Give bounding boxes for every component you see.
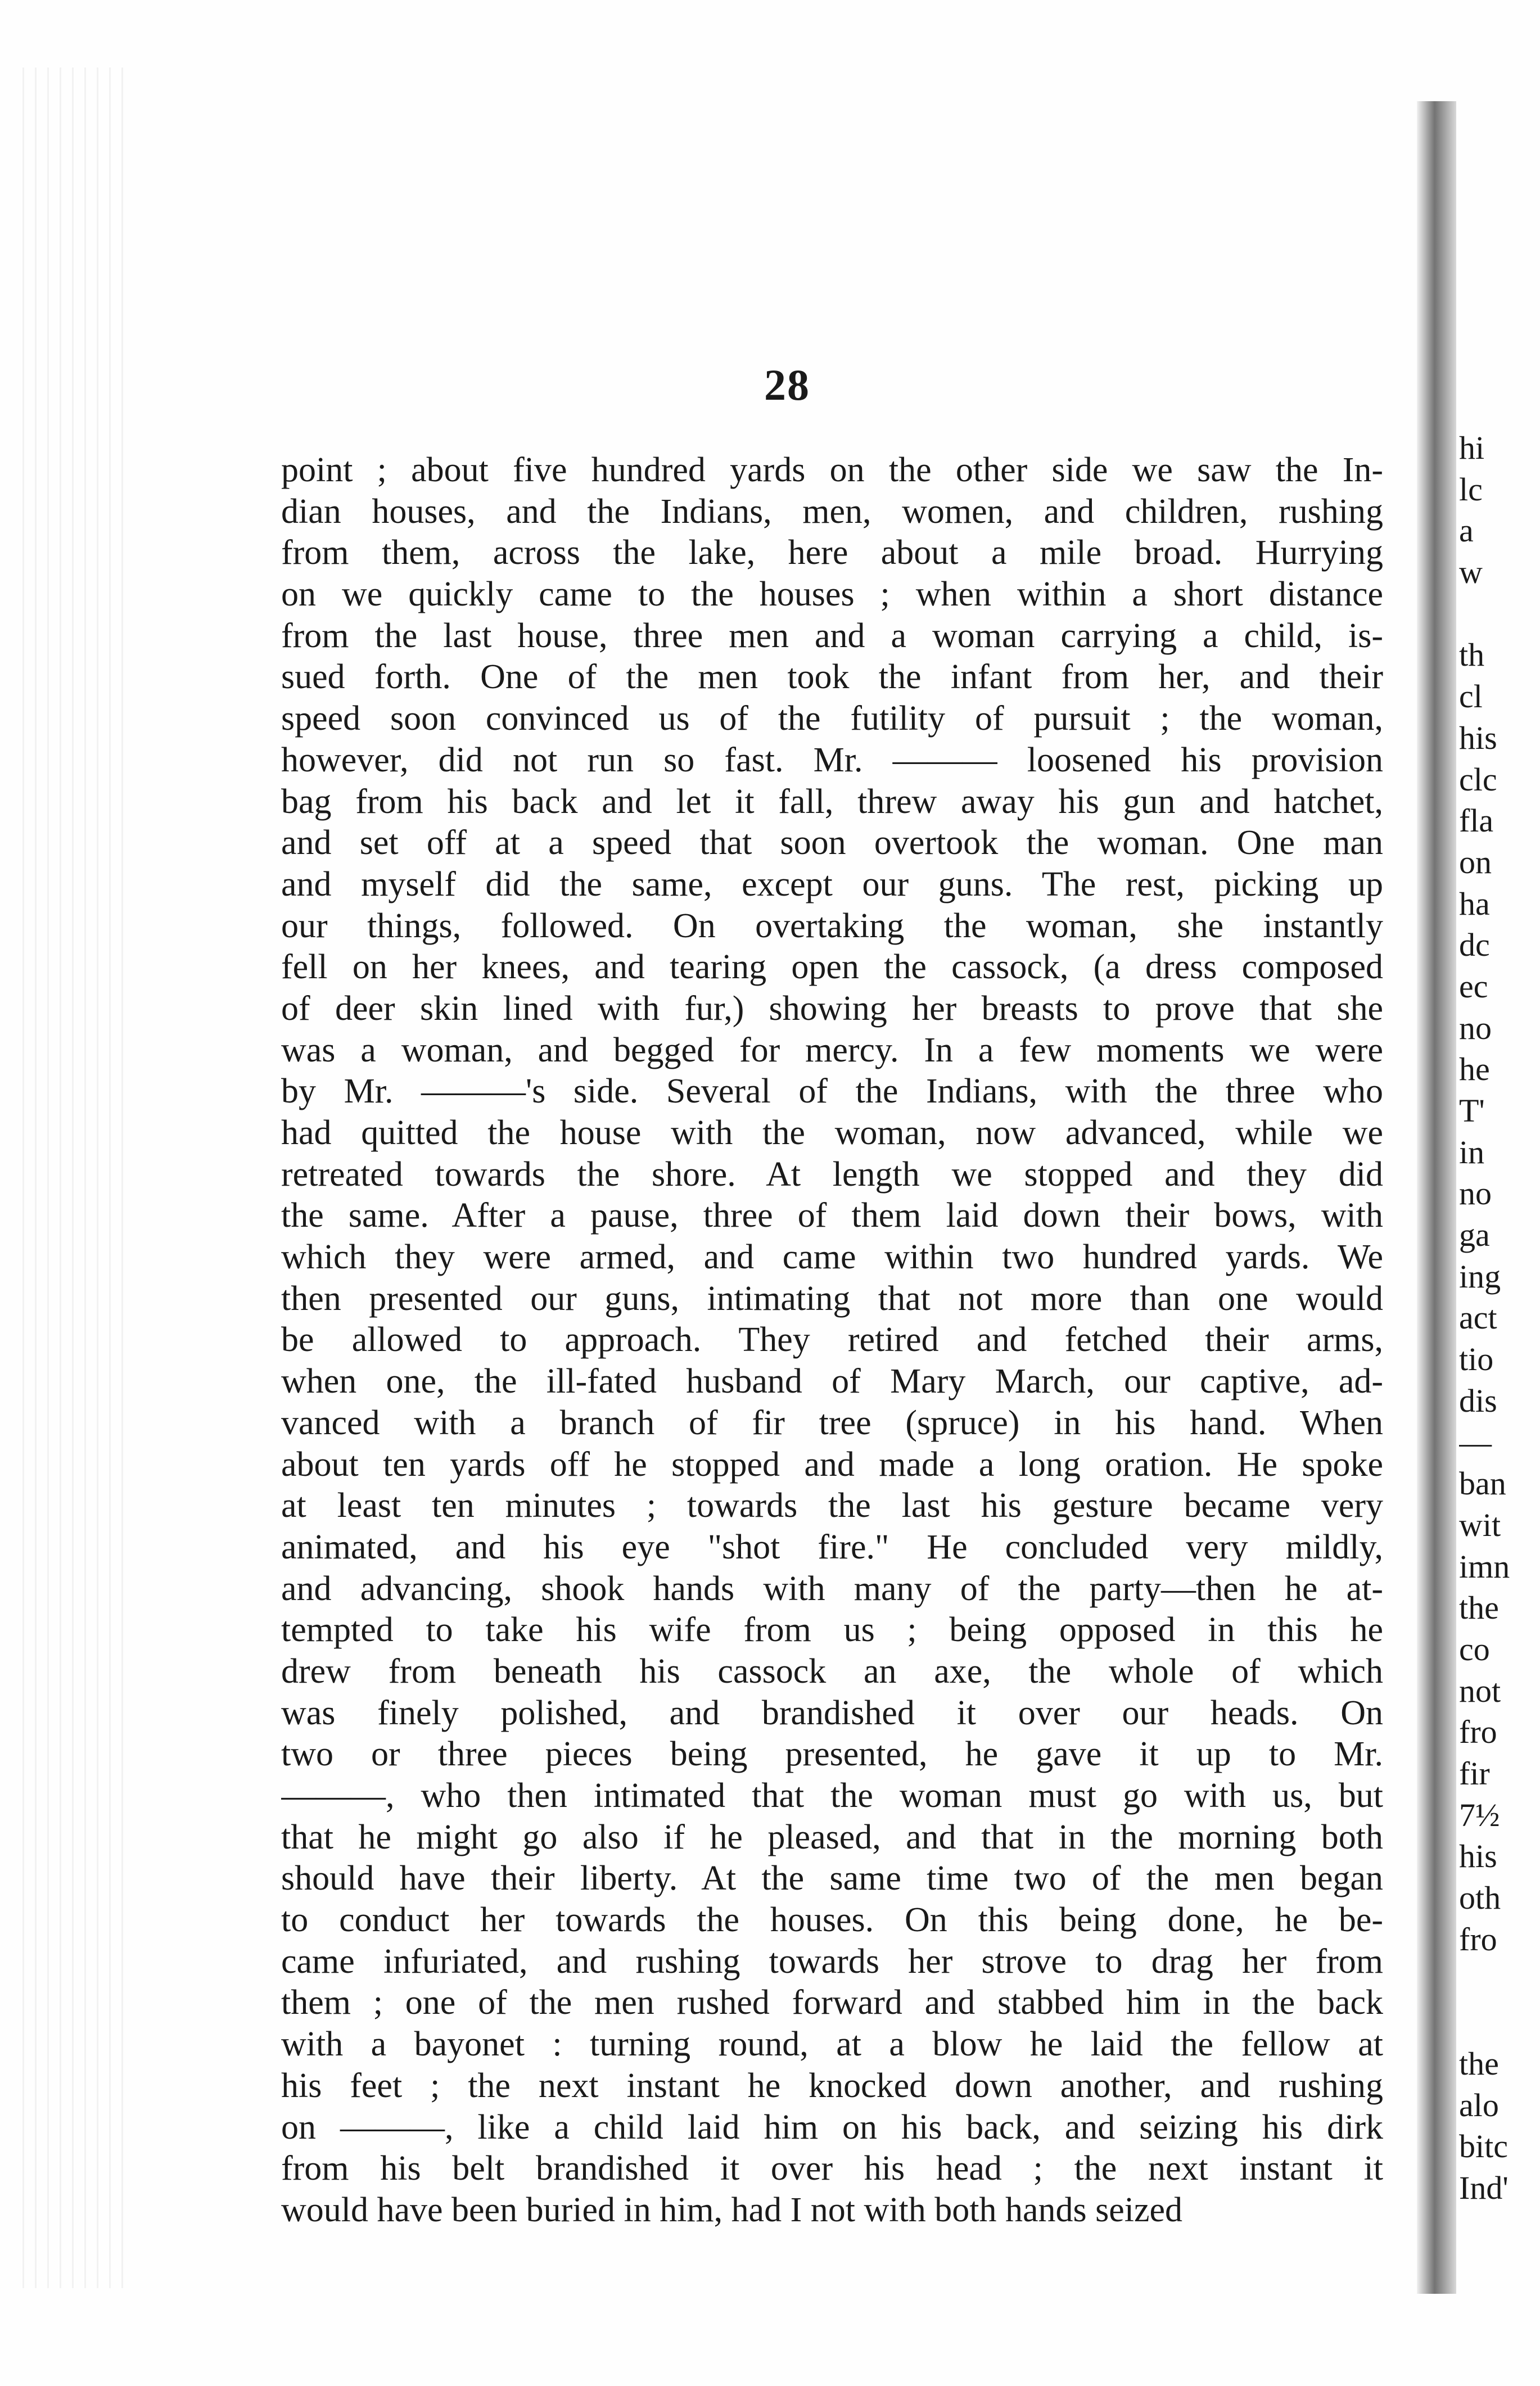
facing-page-fragment: lc — [1459, 471, 1483, 508]
facing-page-fragment: th — [1459, 636, 1485, 674]
text-line: speed soon convinced us of the futility of pursuit ; the woman, — [281, 699, 1383, 738]
facing-page-fragment: act — [1459, 1299, 1497, 1336]
facing-page-fragment: wit — [1459, 1506, 1501, 1543]
facing-page-fragments — [1459, 427, 1538, 2209]
text-line: bag from his back and let it fall, threw away his gun and hatchet, — [281, 782, 1383, 821]
facing-page-fragment: no — [1459, 1009, 1492, 1046]
text-line: the same. After a pause, three of them laid down their bows, with — [281, 1196, 1383, 1235]
text-line: had quitted the house with the woman, now advanced, while we — [281, 1114, 1383, 1152]
facing-page-fragment: his — [1459, 719, 1497, 756]
text-line: then presented our guns, intimating that not more than one would — [281, 1279, 1383, 1318]
facing-page-fragment: his — [1459, 1838, 1497, 1875]
text-line: and advancing, shook hands with many of the party—then he at- — [281, 1569, 1383, 1608]
text-line: was finely polished, and brandished it over our heads. On — [281, 1693, 1383, 1732]
text-line: which they were armed, and came within two hundred yards. We — [281, 1238, 1383, 1277]
facing-page-fragment: ban — [1459, 1465, 1506, 1502]
facing-page-fragment — [1459, 2001, 1538, 2043]
text-line: retreated towards the shore. At length we stopped and they did — [281, 1155, 1383, 1194]
text-line: of deer skin lined with fur,) showing her breasts to prove that she — [281, 989, 1383, 1028]
facing-page-fragment: ing — [1459, 1258, 1501, 1295]
facing-page-fragment: fir — [1459, 1755, 1490, 1792]
text-line: on we quickly came to the houses ; when within a short distance — [281, 575, 1383, 614]
facing-page-fragment: clc — [1459, 761, 1497, 798]
text-line: should have their liberty. At the same time two of the men began — [281, 1859, 1383, 1898]
text-line: our things, followed. On overtaking the woman, she instantly — [281, 906, 1383, 945]
text-line: that he might go also if he pleased, and that in the morning both — [281, 1818, 1383, 1856]
text-line: was a woman, and begged for mercy. In a few moments we were — [281, 1031, 1383, 1069]
text-line: about ten yards off he stopped and made a long oration. He spoke — [281, 1445, 1383, 1484]
facing-page-fragment: T' — [1459, 1092, 1485, 1129]
text-line: them ; one of the men rushed forward and stabbed him in the back — [281, 1983, 1383, 2022]
text-line: sued forth. One of the men took the infant from her, and their — [281, 658, 1383, 697]
facing-page-fragment: Ind' — [1459, 2169, 1509, 2206]
facing-page-fragment: hi — [1459, 430, 1485, 466]
facing-page-fragment: the — [1459, 1589, 1499, 1626]
text-line: came infuriated, and rushing towards her strove to drag her from — [281, 1942, 1383, 1981]
text-line: two or three pieces being presented, he gave it up to Mr. — [281, 1735, 1383, 1774]
facing-page-fragment: 7½ — [1459, 1796, 1500, 1833]
text-line: vanced with a branch of fir tree (spruce) in his hand. When — [281, 1403, 1383, 1442]
text-line: and myself did the same, except our guns. The rest, picking up — [281, 865, 1383, 903]
text-line: fell on her knees, and tearing open the cassock, (a dress composed — [281, 948, 1383, 987]
text-line: tempted to take his wife from us ; being opposed in this he — [281, 1611, 1383, 1650]
text-line: when one, the ill-fated husband of Mary March, our captive, ad- — [281, 1362, 1383, 1401]
facing-page-fragment: fro — [1459, 1920, 1497, 1958]
facing-page-fragment: alo — [1459, 2086, 1499, 2123]
facing-page-fragment: bitc — [1459, 2128, 1508, 2165]
facing-page-fragment: on — [1459, 843, 1492, 880]
facing-page-fragment: tio — [1459, 1341, 1494, 1378]
facing-page-fragment — [1459, 1960, 1538, 2001]
text-line: from them, across the lake, here about a mile broad. Hurrying — [281, 534, 1383, 572]
text-line: ———, who then intimated that the woman must go with us, but — [281, 1777, 1383, 1815]
facing-page-fragment: dis — [1459, 1382, 1497, 1419]
text-line: at least ten minutes ; towards the last his gesture became very — [281, 1486, 1383, 1525]
facing-page-fragment: dc — [1459, 927, 1490, 964]
facing-page-fragment: cl — [1459, 678, 1483, 715]
facing-page-fragment: no — [1459, 1175, 1492, 1212]
text-line: would have been buried in him, had I not with both hands seized — [281, 2190, 1183, 2229]
page-number: 28 — [764, 360, 810, 409]
facing-page-fragment: co — [1459, 1630, 1490, 1668]
text-line: by Mr. ———'s side. Several of the Indians, with the three who — [281, 1072, 1383, 1111]
text-line: point ; about five hundred yards on the other side we saw the In- — [281, 451, 1383, 489]
body-text — [281, 450, 1383, 2231]
facing-page-fragment: a — [1459, 512, 1474, 549]
text-line: his feet ; the next instant he knocked down another, and rushing — [281, 2066, 1383, 2105]
text-line: however, did not run so fast. Mr. ——— loosened his provision — [281, 740, 1383, 779]
facing-page-fragment: he — [1459, 1051, 1490, 1088]
text-line: to conduct her towards the houses. On this being done, he be- — [281, 1901, 1383, 1940]
facing-page-fragment: the — [1459, 2045, 1499, 2082]
text-line: from the last house, three men and a woman carrying a child, is- — [281, 616, 1383, 655]
text-line: on ———, like a child laid him on his back, and seizing his dirk — [281, 2108, 1383, 2147]
gutter-shadow — [1417, 101, 1456, 2294]
facing-page-fragment: in — [1459, 1133, 1485, 1171]
facing-page-fragment — [1459, 593, 1538, 635]
text-line: dian houses, and the Indians, men, women, and children, rushing — [281, 492, 1383, 531]
facing-page-fragment: ha — [1459, 885, 1490, 922]
text-line: be allowed to approach. They retired and fetched their arms, — [281, 1321, 1383, 1359]
facing-page-fragment: oth — [1459, 1879, 1501, 1917]
text-line: and set off at a speed that soon overtook the woman. One man — [281, 824, 1383, 862]
text-line: animated, and his eye "shot fire." He concluded very mildly, — [281, 1528, 1383, 1566]
text-line: with a bayonet : turning round, at a blow he laid the fellow at — [281, 2025, 1383, 2064]
facing-page-fragment: — — [1459, 1424, 1492, 1461]
facing-page-fragment: ga — [1459, 1217, 1490, 1254]
page-edge-shadow — [22, 67, 124, 2288]
facing-page-fragment: ec — [1459, 968, 1488, 1005]
facing-page-fragment: w — [1459, 554, 1483, 591]
facing-page-fragment: fla — [1459, 802, 1494, 839]
facing-page-fragment: fro — [1459, 1714, 1497, 1751]
text-line: drew from beneath his cassock an axe, the whole of which — [281, 1652, 1383, 1691]
text-line: from his belt brandished it over his head ; the next instant it — [281, 2149, 1383, 2188]
facing-page-fragment: not — [1459, 1672, 1501, 1709]
facing-page-fragment: imn — [1459, 1548, 1510, 1585]
